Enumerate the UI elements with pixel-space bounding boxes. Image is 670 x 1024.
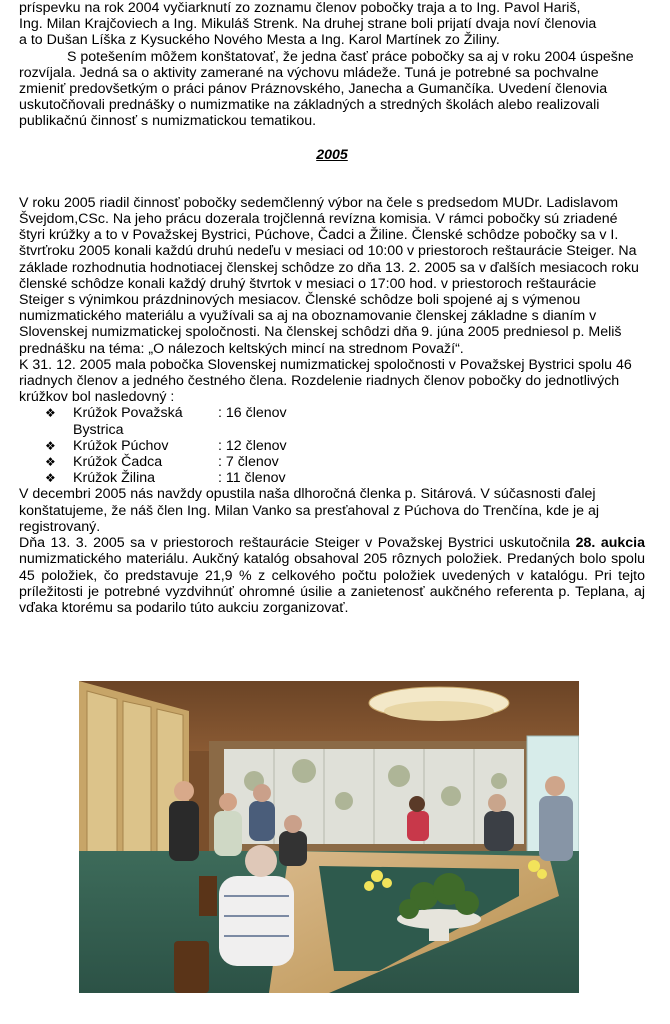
- meeting-photo: [79, 681, 579, 993]
- auction-number: 28. aukcia: [575, 535, 645, 552]
- club-count: : 16 členov: [218, 405, 287, 422]
- meeting-room-illustration: [79, 681, 579, 993]
- club-count: : 7 členov: [218, 454, 279, 471]
- text-line: príspevku na rok 2004 vyčiarknutí zo zoznamu členov pobočky traja a to Ing. Pavol Hariš,: [19, 0, 581, 16]
- auction-text-before: Dňa 13. 3. 2005 sa v priestoroch reštaurácie Steiger v Považskej Bystrici uskutočnila: [19, 535, 576, 552]
- club-name: Krúžok Považská Bystrica: [73, 405, 183, 438]
- list-item: [19, 405, 645, 437]
- club-count: : 11 členov: [218, 470, 286, 487]
- club-count: : 12 členov: [218, 437, 287, 454]
- year-heading: 2005: [316, 146, 348, 163]
- paragraph-top: [19, 0, 645, 49]
- list-item: [19, 438, 645, 454]
- document-page: [19, 0, 645, 616]
- diamond-bullet-icon: ❖: [45, 455, 56, 470]
- club-name: Krúžok Žilina: [73, 470, 156, 487]
- club-name: Krúžok Púchov: [73, 437, 169, 454]
- text-line: Ing. Milan Krajčoviech a Ing. Mikuláš Strenk. Na druhej strane boli prijatí dvaja noví členovia: [19, 16, 597, 33]
- paragraph-member-changes: V decembri 2005 nás navždy opustila naša dlhoročná členka p. Sitárová. V súčasnosti ďalej konštatujeme, že náš člen Ing. Milan Vanko sa presťahoval z Púchova do Trenčína, kde je aj registrovaný.: [19, 486, 599, 535]
- auction-text-after: numizmatického materiálu. Aukčný katalóg obsahoval 205 rôznych položiek. Predaných bolo spolu 45 položiek, čo predstavuje 21,9 % z celkového počtu položiek uvedených v katalógu. Pri tejto príležitosti je potrebné vyzdvihnúť ohromné úsilie a zanietenosť aukčného referenta p. Teplana, aj vďaka ktorému sa podarilo túto aukciu zorganizovať.: [19, 551, 645, 616]
- paragraph-auction: [19, 535, 645, 616]
- diamond-bullet-icon: ❖: [45, 471, 56, 486]
- diamond-bullet-icon: ❖: [45, 438, 56, 453]
- paragraph-youth-activities: S potešením môžem konštatovať, že jedna časť práce pobočky sa aj v roku 2004 úspešne rozvíjala. Jedná sa o aktivity zamerané na výchovu mládeže. Tuná je potrebné sa pochvalne zmieniť predovšetkým o práci pánov Práznovského, Janecha a Gumančíka. Uvedení členovia uskutočňovali prednášky o numizmatike na základných a stredných školách alebo realizovali publikačnú činnosť s numizmatickou tematikou.: [19, 48, 634, 130]
- paragraph-membership: K 31. 12. 2005 mala pobočka Slovenskej numizmatickej spoločnosti v Považskej Bystrici spolu 46 riadnych členov a jedného čestného člena. Rozdelenie riadnych členov pobočky do jednotlivých krúžkov bol nasledovný :: [19, 356, 632, 406]
- list-item: [19, 470, 645, 486]
- club-list: [19, 405, 645, 486]
- list-item: [19, 454, 645, 470]
- club-name: Krúžok Čadca: [73, 454, 163, 471]
- text-line: a to Dušan Líška z Kysuckého Nového Mesta a Ing. Karol Martínek zo Žiliny.: [19, 32, 500, 49]
- diamond-bullet-icon: ❖: [45, 406, 56, 421]
- paragraph-2005-activities: V roku 2005 riadil činnosť pobočky sedemčlenný výbor na čele s predsedom MUDr. Ladislavom Švejdom,CSc. Na jeho prácu dozerala trojčlenná revízna komisia. V rámci pobočky sú zriadené štyri krúžky a to v Považskej Bystrici, Púchove, Čadci a Žiline. Členské schôdze pobočky sa v I. štvrťroku 2005 konali každú druhú nedeľu v mesiaci od 10:00 v priestoroch reštaurácie Steiger. Na základe rozhodnutia hodnotiacej členskej schôdze zo dňa 13. 2. 2005 sa v ďalších mesiacoch roku členské schôdze konali každý druhý štvrtok v mesiaci o 17:00 hod. v priestoroch reštaurácie Steiger s výnimkou prázdninových mesiacov. Členské schôdze boli spojené aj s výmenou numizmatického materiálu a využívali sa aj na oboznamovanie členskej základne s dianím v Slovenskej numizmatickej spoločnosti. Na členskej schôdzi dňa 9. júna 2005 predniesol p. Meliš prednášku na téma: „O nálezoch keltských mincí na strednom Považí“.: [19, 194, 639, 357]
